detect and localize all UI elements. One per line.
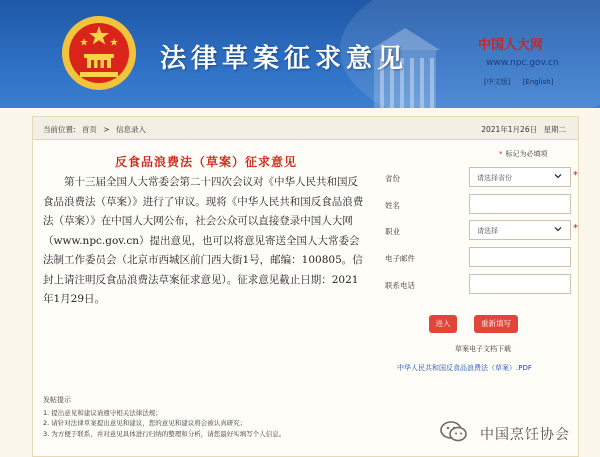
chevron-down-icon	[553, 224, 563, 234]
email-label: 电子邮件	[385, 254, 415, 263]
name-input[interactable]	[469, 194, 571, 214]
required-star: *	[499, 150, 503, 158]
draft-pdf-download-link[interactable]: 中华人民共和国反食品浪费法（草案）.PDF	[397, 364, 532, 372]
language-switcher	[484, 77, 563, 87]
tips-title: 发帖提示	[43, 396, 71, 404]
date-text: 2021年1月26日	[481, 125, 538, 134]
download-label: 草案电子文档下载	[455, 345, 511, 353]
site-url[interactable]: www.npc.gov.cn	[486, 58, 559, 68]
required-note	[499, 149, 548, 159]
content-panel	[32, 116, 579, 457]
breadcrumb-separator: >	[103, 125, 110, 134]
posting-tips	[43, 395, 373, 439]
notice-body: 第十三届全国人大常委会第二十四次会议对《中华人民共和国反食品浪费法（草案）》进行了审议。现将《中华人民共和国反食品浪费法（草案）》在中国人大网公布，社会公众可以直接登录中国人大网（www.npc.gov.cn）提出意见，也可以将意见寄送全国人大常委会法制工作委员会（北京市西城区前门西大街1号，邮编：100805。信封上请注明反食品浪费法草案征求意见）。征求意见截止日期：2021年1月29日。	[43, 176, 364, 305]
lang-chinese-link[interactable]: [中文版]	[484, 78, 511, 86]
wechat-watermark	[440, 418, 600, 448]
header-banner	[0, 0, 600, 108]
notice-title: 反食品浪费法（草案）征求意见	[115, 155, 298, 169]
occupation-select-value: 请选择	[477, 227, 498, 235]
reset-button[interactable]: 重新填写	[474, 315, 518, 333]
breadcrumb-current: 信息录入	[116, 125, 146, 134]
lang-english-link[interactable]: [English]	[522, 78, 554, 86]
npc-logo[interactable]	[478, 34, 578, 56]
province-label: 省份	[385, 174, 400, 183]
tip-item: 1. 提出意见和建议请遵守相关法律法规；	[43, 408, 162, 417]
submit-button[interactable]: 进入	[429, 315, 457, 333]
site-title: 法律草案征求意见	[160, 44, 409, 74]
required-star: *	[573, 170, 578, 181]
email-field[interactable]	[469, 247, 571, 267]
required-note-text: 标记为必填项	[505, 150, 548, 158]
province-select-value: 请选择省份	[477, 174, 512, 182]
tip-item: 3. 为方便于联系，并对意见具体进行归纳的整理和分析，请您最好实填写个人信息。	[43, 429, 286, 438]
chevron-down-icon	[553, 171, 563, 181]
tip-item: 2. 请针对法律草案提出意见和建议，您的意见和建议将会被认真研究；	[43, 419, 247, 427]
phone-label: 联系电话	[385, 281, 415, 290]
province-select[interactable]	[469, 167, 571, 187]
phone-field[interactable]	[469, 274, 571, 294]
occupation-select[interactable]	[469, 220, 571, 240]
breadcrumb	[43, 124, 150, 135]
breadcrumb-prefix: 当前位置:	[43, 125, 76, 134]
occupation-label: 职业	[385, 227, 400, 236]
npc-logo-text: 中国人大网	[478, 38, 544, 53]
required-star: *	[573, 223, 578, 234]
breadcrumb-home-link[interactable]: 首页	[81, 125, 97, 134]
name-label: 姓名	[385, 201, 400, 210]
breadcrumb-bar	[33, 117, 578, 140]
weekday-text: 星期二	[543, 125, 566, 134]
current-date	[477, 124, 566, 135]
watermark-text: 中国烹饪协会	[480, 427, 570, 443]
national-emblem-icon	[60, 14, 138, 92]
wechat-icon	[440, 420, 468, 444]
